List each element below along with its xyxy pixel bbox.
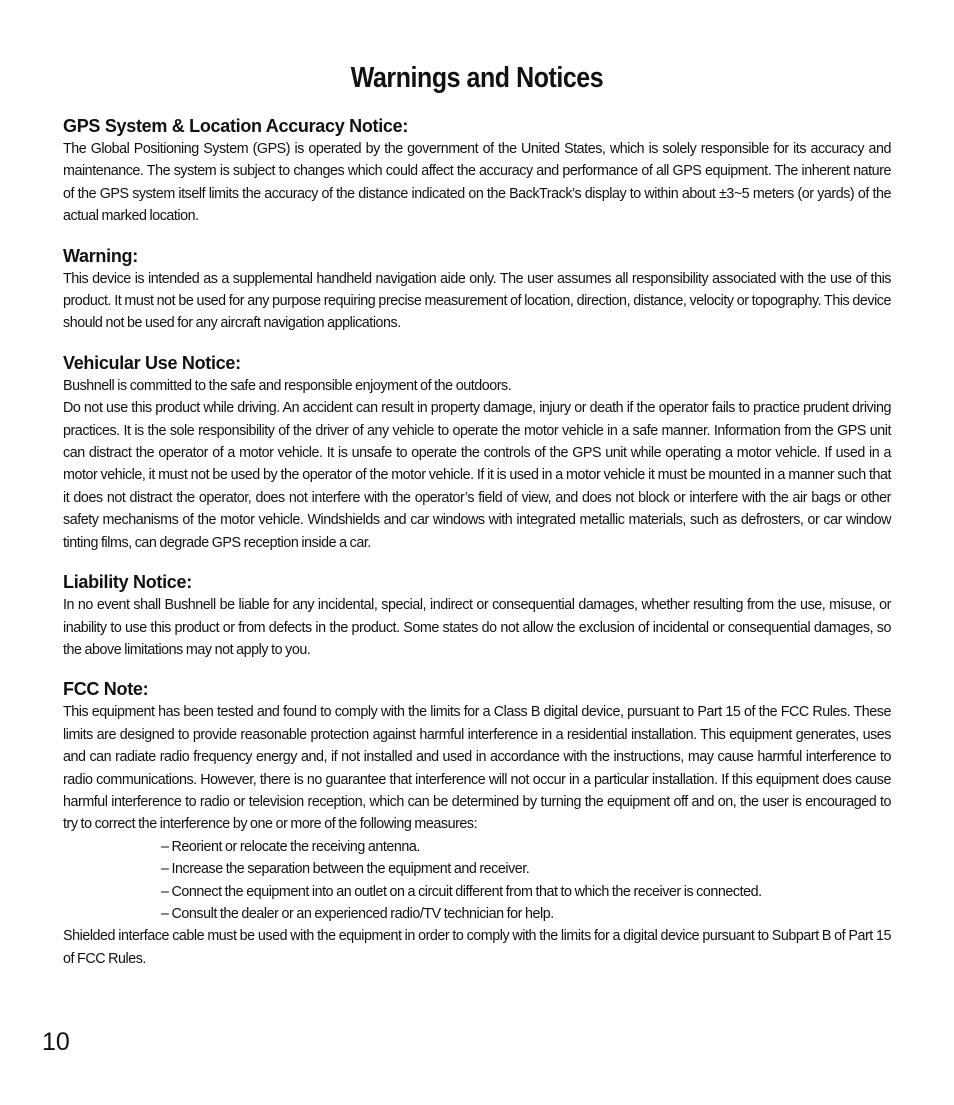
page-number: 10 — [42, 1028, 70, 1056]
liability-notice-heading: Liability Notice: — [63, 572, 192, 593]
vehicular-notice-heading: Vehicular Use Notice: — [63, 352, 241, 373]
warning-section — [63, 244, 891, 335]
fcc-measure-item: – Reorient or relocate the receiving antenna. — [161, 838, 420, 855]
fcc-note-closing: Shielded interface cable must be used with the equipment in order to comply with the limits for a digital device pursuant to Subpart B of Part 15 of FCC Rules. — [63, 928, 891, 967]
warning-heading: Warning: — [63, 245, 138, 266]
gps-notice-heading: GPS System & Location Accuracy Notice: — [63, 116, 409, 136]
vehicular-notice-section — [63, 351, 891, 554]
fcc-measures-list — [63, 836, 891, 926]
page-content — [63, 114, 891, 986]
fcc-note-heading: FCC Note: — [63, 679, 149, 700]
page-title: Warnings and Notices — [350, 62, 604, 94]
gps-notice-body: The Global Positioning System (GPS) is operated by the government of the United States, which is solely responsible for its accuracy and maintenance. The system is subject to changes which could affect the accuracy and performance of all GPS equipment. The inherent nature of the GPS system itself limits the accuracy of the distance indicated on the BackTrack’s display to within about ±3~5 meters (or yards) of the actual marked location. — [63, 141, 891, 225]
liability-notice-section — [63, 570, 891, 661]
fcc-note-section — [63, 677, 891, 970]
liability-notice-body: In no event shall Bushnell be liable for any incidental, special, indirect or consequential damages, whether resulting from the use, misuse, or inability to use this product or from defects in the product. Some states do not allow the exclusion of incidental or consequential damages, so the above limitations may not apply to you. — [63, 597, 891, 658]
fcc-measure-item: – Connect the equipment into an outlet on a circuit different from that to which the receiver is connected. — [161, 883, 762, 900]
vehicular-notice-intro: Bushnell is committed to the safe and responsible enjoyment of the outdoors. — [63, 377, 512, 394]
warning-body: This device is intended as a supplemental handheld navigation aide only. The user assumes all responsibility associated with the use of this product. It must not be used for any purpose requiring precise measurement of location, direction, distance, velocity or topography. This device should not be used for any aircraft navigation applications. — [63, 270, 891, 332]
fcc-measure-item: – Increase the separation between the equipment and receiver. — [161, 861, 530, 878]
vehicular-notice-body: Do not use this product while driving. An accident can result in property damage, injury or death if the operator fails to practice prudent driving practices. It is the sole responsibility of the driver of any vehicle to operate the motor vehicle in a safe manner. Information from the GPS unit can distract the operator of a motor vehicle. It is unsafe to operate the controls of the GPS unit while operating a motor vehicle. If used in a motor vehicle, it must not be used by the operator of the motor vehicle. If it is used in a motor vehicle it must be mounted in a manner such that it does not distract the operator, does not interfere with the operator’s field of view, and does not block or interfere with the air bags or other safety mechanisms of the motor vehicle. Windshields and car windows with integrated metallic materials, such as defrosters, or car window tinting films, can degrade GPS reception inside a car. — [63, 400, 891, 551]
fcc-note-body: This equipment has been tested and found to comply with the limits for a Class B digital device, pursuant to Part 15 of the FCC Rules. These limits are designed to provide reasonable protection against harmful interference in a residential installation. This equipment generates, uses and can radiate radio frequency energy and, if not installed and used in accordance with the instructions, may cause harmful interference to radio communications. However, there is no guarantee that interference will not occur in a particular installation. If this equipment does cause harmful interference to radio or television reception, which can be determined by turning the equipment off and on, the user is encouraged to try to correct the interference by one or more of the following measures: — [63, 704, 891, 833]
gps-notice-section — [63, 114, 891, 228]
fcc-measure-item: – Consult the dealer or an experienced radio/TV technician for help. — [161, 905, 554, 922]
